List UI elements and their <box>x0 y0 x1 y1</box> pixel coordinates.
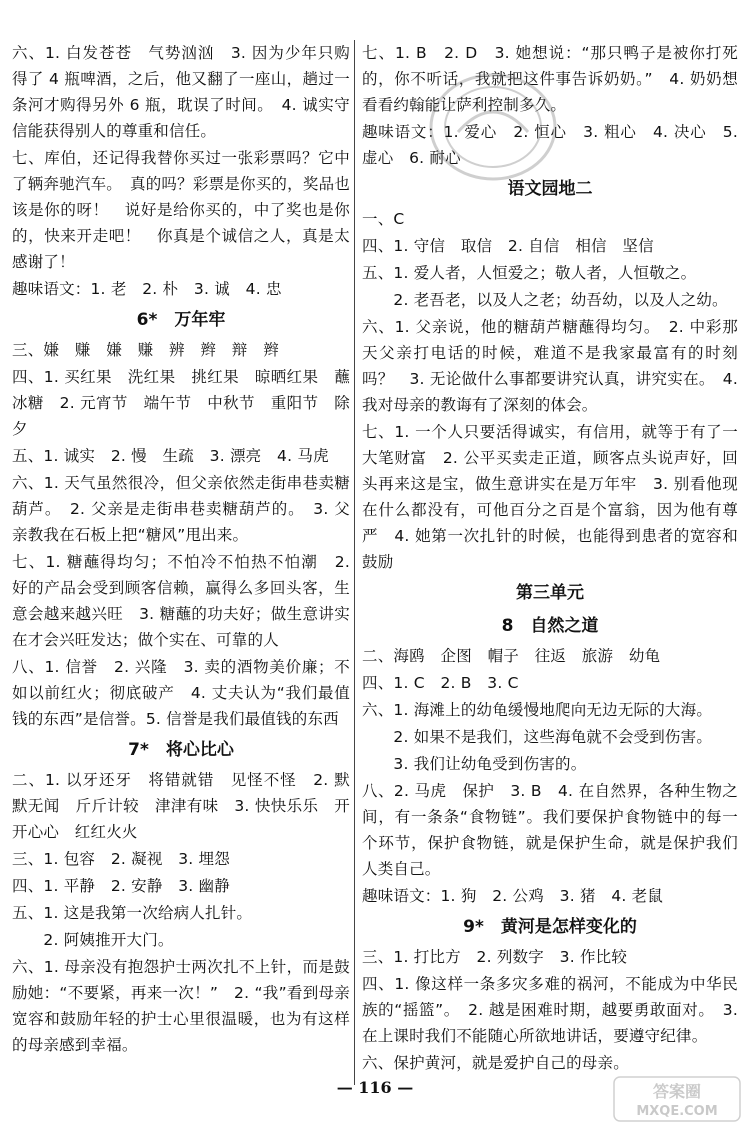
section-heading: 6* 万年牢 <box>136 310 226 330</box>
answer-paragraph: 七、1. 一个人只要活得诚实，有信用，就等于有了一大笔财富 2. 公平买卖走正道，顾客点头说声好，回头再来这是宝，做生意讲实在是万年牢 3. 别看他现在什么都没有，可他百分之百是个富翁，因为他有尊严 4. 她第一次扎针的时候，也能得到患者的宽容和鼓励 <box>362 423 738 571</box>
answer-paragraph: 2. 阿姨推开大门。 <box>12 931 174 949</box>
answer-paragraph: 八、1. 信誉 2. 兴隆 3. 卖的酒物美价廉；不如以前红火；彻底破产 4. 丈夫认为“我们最值钱的东西”是信誉。5. 信誉是我们最值钱的东西 <box>12 658 350 728</box>
answer-paragraph: 五、1. 这是我第一次给病人扎针。 <box>12 904 253 922</box>
section-heading: 第三单元 <box>516 583 584 603</box>
answer-paragraph: 一、C <box>362 210 405 228</box>
answer-paragraph: 四、1. 平静 2. 安静 3. 幽静 <box>12 877 230 895</box>
section-heading: 9* 黄河是怎样变化的 <box>463 917 637 937</box>
section-heading: 语文园地二 <box>507 179 593 199</box>
answer-paragraph: 七、库伯，还记得我替你买过一张彩票吗？它中了辆奔驰汽车。 真的吗？彩票是你买的，奖品也该是你的呀！ 说好是给你买的，中了奖也是你的，快来开走吧！ 你真是个诚信之人，真是太感谢了！ <box>12 149 350 271</box>
answer-paragraph: 三、1. 打比方 2. 列数字 3. 作比较 <box>362 948 628 966</box>
answer-paragraph: 二、海鸥 企图 帽子 往返 旅游 幼龟 <box>362 647 661 665</box>
answer-paragraph: 3. 我们让幼龟受到伤害的。 <box>362 755 587 773</box>
answer-paragraph: 六、1. 白发苍苍 气势汹汹 3. 因为少年只购得了 4 瓶啤酒，之后，他又翻了一座山，趟过一条河才购得另外 6 瓶，耽误了时间。 4. 诚实守信能获得别人的尊重和信任。 <box>12 44 350 140</box>
answer-paragraph: 八、2. 马虎 保护 3. B 4. 在自然界，各种生物之间，有一条条“食物链”。我们要保护食物链中的每一个环节，保护食物链，就是保护生命，就是保护我们人类自己。 <box>362 782 738 878</box>
answer-paragraph: 五、1. 爱人者，人恒爱之；敬人者，人恒敬之。 <box>362 264 697 282</box>
svg-text:MXQE.COM: MXQE.COM <box>636 1104 718 1119</box>
answer-paragraph: 六、1. 天气虽然很冷，但父亲依然走街串巷卖糖葫芦。 2. 父亲是走街串巷卖糖葫芦的。 3. 父亲教我在石板上把“糖风”甩出来。 <box>12 474 350 544</box>
page-number: — 116 — <box>336 1078 414 1097</box>
answer-paragraph: 五、1. 诚实 2. 慢 生疏 3. 漂亮 4. 马虎 <box>12 447 329 465</box>
right-column <box>362 40 738 1077</box>
answer-paragraph: 趣味语文：1. 老 2. 朴 3. 诚 4. 忠 <box>12 280 282 298</box>
answer-paragraph: 四、1. C 2. B 3. C <box>362 674 519 692</box>
answer-paragraph: 三、嫌 赚 嫌 赚 辨 辫 辩 辫 <box>12 341 279 359</box>
answer-paragraph: 2. 老吾老，以及人之老；幼吾幼，以及人之幼。 <box>362 291 728 309</box>
answer-paragraph: 四、1. 守信 取信 2. 自信 相信 坚信 <box>362 237 654 255</box>
answer-paragraph: 三、1. 包容 2. 凝视 3. 埋怨 <box>12 850 230 868</box>
answer-paragraph: 四、1. 像这样一条多灾多难的祸河，不能成为中华民族的“摇篮”。 2. 越是困难时期，越要勇敢面对。 3. 在上课时我们不能随心所欲地讲话，要遵守纪律。 <box>362 975 738 1045</box>
answer-paragraph: 六、1. 海滩上的幼龟缓慢地爬向无边无际的大海。 <box>362 701 713 719</box>
answer-paragraph: 趣味语文：1. 狗 2. 公鸡 3. 猪 4. 老鼠 <box>362 887 664 905</box>
answer-paragraph: 趣味语文：1. 爱心 2. 恒心 3. 粗心 4. 决心 5. 虚心 6. 耐心 <box>362 123 738 167</box>
left-column <box>12 40 350 1059</box>
answer-paragraph: 四、1. 买红果 洗红果 挑红果 晾晒红果 蘸冰糖 2. 元宵节 端午节 中秋节 重阳节 除夕 <box>12 368 350 438</box>
answer-paragraph: 二、1. 以牙还牙 将错就错 见怪不怪 2. 默默无闻 斤斤计较 津津有味 3. 快快乐乐 开开心心 红红火火 <box>12 771 350 841</box>
column-divider <box>354 40 355 1085</box>
answer-paragraph: 七、1. B 2. D 3. 她想说：“那只鸭子是被你打死的，你不听话，我就把这件事告诉奶奶。” 4. 奶奶想看看约翰能让萨利控制多久。 <box>362 44 738 114</box>
answer-paragraph: 六、1. 父亲说，他的糖葫芦糖蘸得均匀。 2. 中彩那天父亲打电话的时候，难道不是我家最富有的时刻吗？ 3. 无论做什么事都要讲究认真，讲究实在。 4. 我对母亲的教诲有了深刻的体会。 <box>362 318 738 414</box>
answer-paragraph: 七、1. 糖蘸得均匀；不怕冷不怕热不怕潮 2. 好的产品会受到顾客信赖，赢得么多回头客，生意会越来越兴旺 3. 糖蘸的功夫好；做生意讲实在才会兴旺发达；做个实在、可靠的人 <box>12 553 350 649</box>
section-heading: 7* 将心比心 <box>128 740 234 760</box>
answer-paragraph: 2. 如果不是我们，这些海龟就不会受到伤害。 <box>362 728 713 746</box>
answer-paragraph: 六、1. 母亲没有抱怨护士两次扎不上针，而是鼓励她：“不要紧，再来一次！” 2. “我”看到母亲宽容和鼓励年轻的护士心里很温暖，也为有这样的母亲感到幸福。 <box>12 958 350 1054</box>
section-heading: 8 自然之道 <box>501 616 599 636</box>
svg-text:答案圈: 答案圈 <box>652 1082 702 1101</box>
answer-paragraph: 六、保护黄河，就是爱护自己的母亲。 <box>362 1054 629 1072</box>
